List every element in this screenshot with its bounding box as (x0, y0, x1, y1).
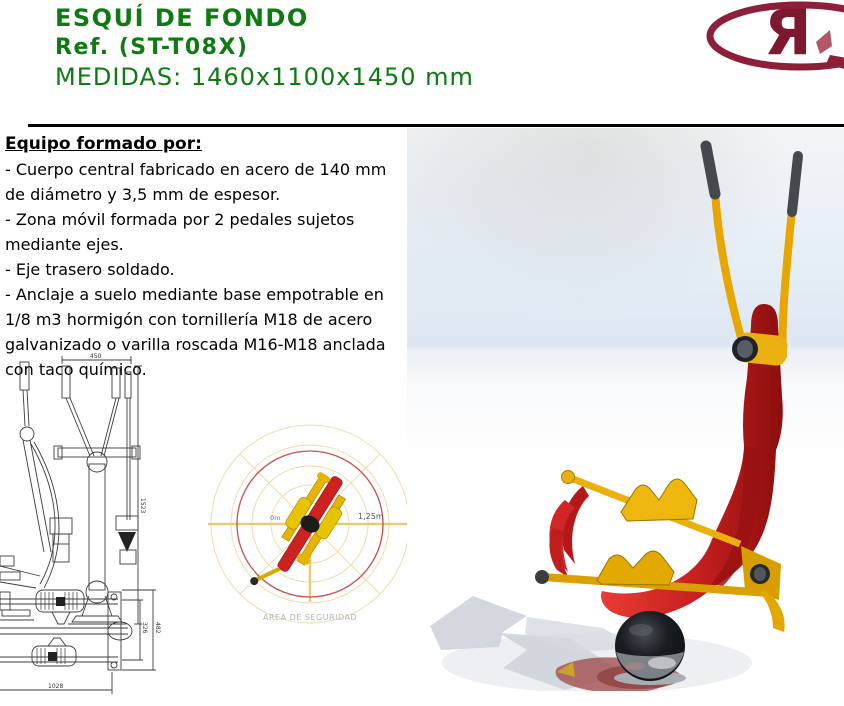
description-item-1: - Cuerpo central fabricado en acero de 140 mm de diámetro y 3,5 mm de espesor. (5, 160, 387, 204)
sphere-base (615, 611, 685, 681)
logo-glyph: Я (764, 0, 812, 69)
brand-logo (698, 0, 844, 82)
safety-area-diagram (200, 418, 415, 658)
red-left-arms (549, 486, 589, 578)
header-divider (28, 124, 844, 127)
top-pedal-bar (562, 471, 741, 545)
header (55, 4, 474, 93)
product-dimensions: MEDIDAS: 1460x1100x1450 mm (55, 63, 474, 91)
front-view-drawing (50, 353, 146, 624)
render-machine (407, 128, 844, 691)
product-reference: Ref. (ST-T08X) (55, 35, 249, 60)
right-grip (792, 156, 798, 212)
product-title: ESQUÍ DE FONDO (55, 4, 309, 32)
plan-outer-dim: 482 (154, 622, 161, 634)
description-heading: Equipo formado por: (5, 134, 202, 154)
radius-distance-label: 1,25m (358, 512, 384, 521)
plan-view-drawing (0, 590, 161, 694)
ground-shadow (430, 596, 752, 691)
plan-inner-dim: 326 (141, 622, 148, 634)
product-3d-render (407, 128, 844, 691)
machine-top-view (248, 467, 357, 606)
side-view-drawing (0, 362, 59, 620)
description-item-4: - Anclaje a suelo mediante base empotrable en 1/8 m3 hormigón con tornillería M18 de acero galvanizado o varilla roscada M16-M18 anclada con taco químico. (5, 285, 386, 379)
safety-area-label: AREA DE SEGURIDAD (263, 613, 358, 622)
left-grip (706, 146, 715, 194)
technical-drawing (0, 352, 215, 706)
description-item-3: - Eje trasero soldado. (5, 260, 175, 279)
center-distance-label: 0m (270, 514, 281, 522)
pivot-hub (732, 331, 788, 366)
front-width-dim: 450 (90, 353, 102, 360)
brand-logo-icon (698, 0, 844, 82)
front-height-dim: 1523 (139, 498, 146, 514)
plan-length-dim: 1028 (48, 683, 64, 690)
description-item-2: - Zona móvil formada por 2 pedales sujetos mediante ejes. (5, 210, 355, 254)
equipment-description (5, 131, 409, 382)
right-junction (741, 546, 785, 632)
